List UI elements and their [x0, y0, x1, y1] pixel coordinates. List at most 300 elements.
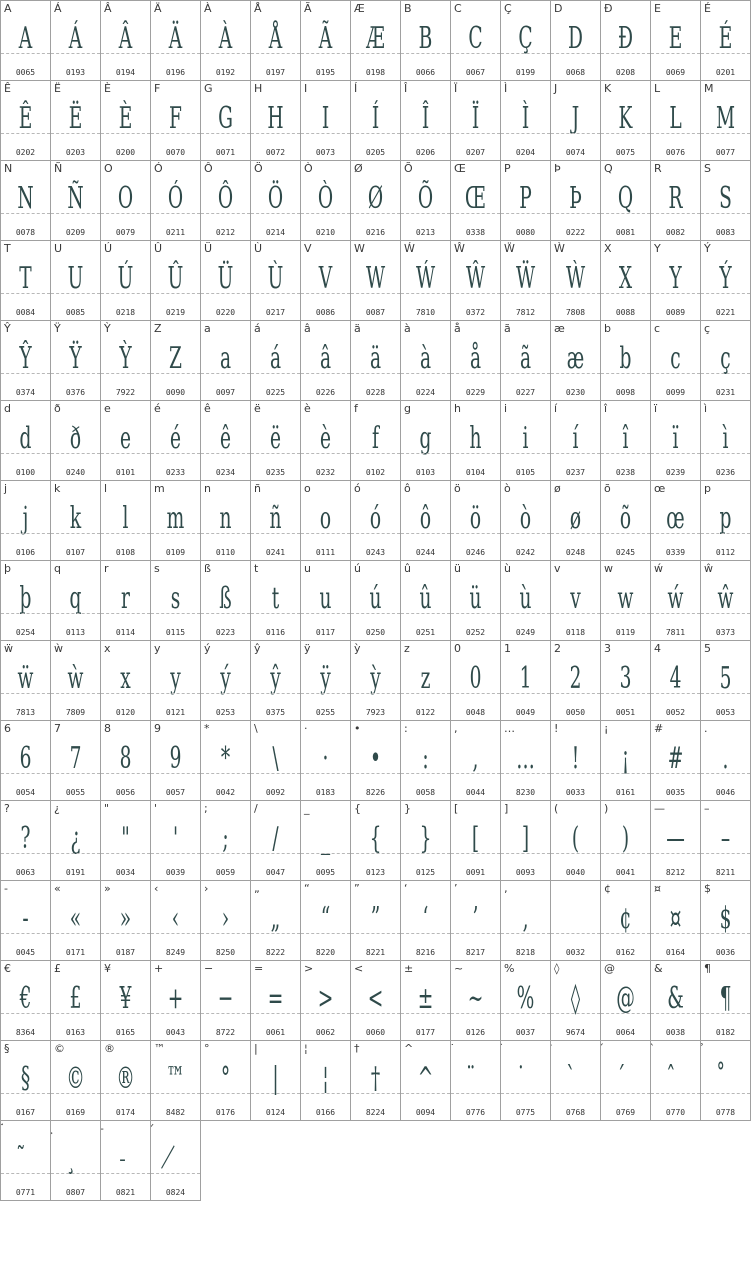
glyph-label: Ú — [104, 242, 113, 255]
glyph-label: ¿ — [54, 802, 60, 815]
baseline-divider — [301, 693, 350, 694]
glyph-cell — [501, 81, 551, 161]
glyph-cell — [1, 721, 51, 801]
baseline-divider — [401, 533, 450, 534]
glyph-sample: & — [667, 981, 684, 1016]
baseline-divider — [551, 453, 600, 454]
glyph-sample: Z — [169, 341, 182, 376]
glyph-label: $ — [704, 882, 711, 895]
glyph-label: “ — [304, 882, 310, 895]
glyph-code: 8221 — [365, 948, 386, 957]
glyph-cell — [501, 401, 551, 481]
glyph-sample: § — [20, 1061, 31, 1096]
baseline-divider — [501, 933, 550, 934]
baseline-divider — [401, 853, 450, 854]
baseline-divider — [151, 453, 200, 454]
glyph-cell — [301, 721, 351, 801]
glyph-cell — [701, 321, 751, 401]
glyph-label: ; — [204, 802, 208, 815]
baseline-divider — [601, 1093, 650, 1094]
glyph-label: s — [154, 562, 160, 575]
glyph-label: Ẅ — [504, 242, 515, 255]
glyph-cell — [251, 801, 301, 881]
glyph-sample: K — [618, 101, 633, 136]
glyph-cell — [551, 401, 601, 481]
glyph-sample: Ô — [217, 181, 234, 216]
glyph-cell — [651, 1041, 701, 1121]
glyph-cell — [351, 1041, 401, 1121]
glyph-sample: Â — [118, 21, 133, 56]
glyph-code: 0090 — [165, 388, 186, 397]
baseline-divider — [351, 293, 400, 294]
baseline-divider — [551, 533, 600, 534]
glyph-cell — [601, 641, 651, 721]
glyph-code: 0114 — [115, 628, 136, 637]
glyph-sample: − — [217, 981, 234, 1016]
glyph-cell — [651, 161, 701, 241]
glyph-code: 0234 — [215, 468, 236, 477]
glyph-label: õ — [604, 482, 611, 495]
glyph-code: 0101 — [115, 468, 136, 477]
glyph-cell — [1, 801, 51, 881]
glyph-cell — [601, 161, 651, 241]
glyph-label: } — [404, 802, 411, 815]
glyph-cell — [651, 401, 701, 481]
glyph-code: 0070 — [165, 148, 186, 157]
glyph-sample: F — [169, 101, 182, 136]
baseline-divider — [701, 613, 750, 614]
glyph-label: d — [4, 402, 11, 415]
glyph-code: 0164 — [665, 948, 686, 957]
baseline-divider — [651, 53, 700, 54]
glyph-label: ‘ — [404, 882, 408, 895]
glyph-code: 0199 — [515, 68, 536, 77]
glyph-label: * — [204, 722, 210, 735]
glyph-label: Ẃ — [404, 242, 415, 255]
glyph-sample: C — [468, 21, 483, 56]
glyph-code: 0200 — [115, 148, 136, 157]
glyph-code: 0066 — [415, 68, 436, 77]
glyph-label: î — [604, 402, 608, 415]
glyph-code: 0235 — [265, 468, 286, 477]
glyph-label: Ü — [204, 242, 213, 255]
glyph-label: Ŵ — [454, 242, 465, 255]
glyph-cell — [1, 641, 51, 721]
glyph-sample: ) — [621, 821, 630, 856]
glyph-sample: / — [272, 821, 279, 856]
glyph-label: > — [304, 962, 314, 975]
glyph-label: # — [654, 722, 664, 735]
baseline-divider — [201, 853, 250, 854]
glyph-code: 0197 — [265, 68, 286, 77]
baseline-divider — [251, 453, 300, 454]
baseline-divider — [451, 293, 500, 294]
glyph-label: r — [104, 562, 109, 575]
glyph-code: 0775 — [515, 1108, 536, 1117]
glyph-label: ỳ — [354, 642, 361, 655]
glyph-label: 2 — [554, 642, 561, 655]
baseline-divider — [51, 1013, 100, 1014]
baseline-divider — [401, 373, 450, 374]
glyph-code: 0124 — [265, 1108, 286, 1117]
glyph-label: á — [254, 322, 261, 335]
glyph-sample: Ò — [317, 181, 334, 216]
baseline-divider — [301, 373, 350, 374]
glyph-code: 8226 — [365, 788, 386, 797]
glyph-label: J — [554, 82, 558, 95]
glyph-label: … — [504, 722, 515, 735]
glyph-code: 0174 — [115, 1108, 136, 1117]
glyph-sample: ¶ — [719, 981, 732, 1016]
glyph-cell — [251, 641, 301, 721]
glyph-cell — [201, 81, 251, 161]
glyph-sample: " — [121, 821, 130, 856]
baseline-divider — [1, 373, 50, 374]
glyph-cell — [701, 561, 751, 641]
glyph-cell — [351, 561, 401, 641]
glyph-label: ◊ — [554, 962, 560, 975]
baseline-divider — [101, 1093, 150, 1094]
glyph-cell — [201, 241, 251, 321]
baseline-divider — [101, 213, 150, 214]
baseline-divider — [551, 693, 600, 694]
glyph-label: \ — [254, 722, 258, 735]
glyph-label: ¢ — [604, 882, 611, 895]
baseline-divider — [301, 853, 350, 854]
glyph-code: 0106 — [15, 548, 36, 557]
baseline-divider — [151, 373, 200, 374]
glyph-code: 0034 — [115, 868, 136, 877]
glyph-cell — [201, 1041, 251, 1121]
glyph-cell — [101, 961, 151, 1041]
glyph-sample: W — [365, 261, 386, 296]
glyph-sample: w — [617, 581, 634, 616]
glyph-cell — [451, 161, 501, 241]
glyph-code: 0194 — [115, 68, 136, 77]
glyph-cell — [1, 881, 51, 961]
baseline-divider — [601, 1013, 650, 1014]
glyph-code: 0074 — [565, 148, 586, 157]
glyph-sample: › — [221, 901, 230, 936]
glyph-cell — [451, 641, 501, 721]
glyph-code: 0195 — [315, 68, 336, 77]
glyph-cell — [451, 1, 501, 81]
baseline-divider — [551, 213, 600, 214]
glyph-cell — [251, 721, 301, 801]
glyph-label: P — [504, 162, 511, 175]
glyph-cell — [151, 241, 201, 321]
glyph-sample: ! — [571, 741, 580, 776]
glyph-cell — [51, 881, 101, 961]
glyph-label: o — [304, 482, 311, 495]
glyph-label: ¶ — [704, 962, 711, 975]
baseline-divider — [701, 773, 750, 774]
glyph-sample: õ — [619, 501, 632, 536]
glyph-code: 8250 — [215, 948, 236, 957]
glyph-cell — [451, 241, 501, 321]
baseline-divider — [101, 53, 150, 54]
glyph-sample: ï — [672, 421, 679, 456]
glyph-label: Ø — [354, 162, 363, 175]
glyph-sample: é — [169, 421, 182, 456]
glyph-label: ( — [554, 802, 559, 815]
glyph-code: 0198 — [365, 68, 386, 77]
glyph-cell — [401, 961, 451, 1041]
glyph-sample: ? — [20, 821, 31, 856]
glyph-cell — [201, 1, 251, 81]
glyph-sample: z — [420, 661, 431, 696]
baseline-divider — [201, 1093, 250, 1094]
baseline-divider — [51, 853, 100, 854]
glyph-sample: n — [219, 501, 232, 536]
glyph-label: › — [204, 882, 209, 895]
glyph-sample: ô — [419, 501, 432, 536]
glyph-sample: œ — [666, 501, 685, 536]
baseline-divider — [501, 133, 550, 134]
glyph-code: 7811 — [665, 628, 686, 637]
glyph-label: j — [4, 482, 8, 495]
glyph-label: Ï — [454, 82, 458, 95]
glyph-cell — [451, 721, 501, 801]
baseline-divider — [701, 1013, 750, 1014]
glyph-cell — [301, 161, 351, 241]
glyph-sample: À — [218, 21, 233, 56]
glyph-sample: M — [715, 101, 736, 136]
glyph-code: 0039 — [165, 868, 186, 877]
baseline-divider — [651, 373, 700, 374]
baseline-divider — [301, 773, 350, 774]
glyph-label: Đ — [604, 2, 613, 15]
glyph-sample: ¤ — [669, 901, 682, 936]
glyph-code: 8364 — [15, 1028, 36, 1037]
glyph-code: 0177 — [415, 1028, 436, 1037]
baseline-divider — [701, 533, 750, 534]
glyph-cell — [551, 481, 601, 561]
glyph-label: Ŷ — [4, 322, 11, 335]
glyph-cell — [201, 401, 251, 481]
glyph-code: 0125 — [415, 868, 436, 877]
glyph-label: / — [254, 802, 258, 815]
glyph-cell — [451, 481, 501, 561]
glyph-cell — [251, 481, 301, 561]
glyph-cell — [651, 321, 701, 401]
glyph-sample: [ — [471, 821, 480, 856]
glyph-cell — [251, 1, 301, 81]
glyph-label: Å — [254, 2, 262, 15]
baseline-divider — [301, 133, 350, 134]
glyph-cell — [551, 561, 601, 641]
glyph-code: 0078 — [15, 228, 36, 237]
glyph-label: m — [154, 482, 165, 495]
glyph-sample: u — [319, 581, 332, 616]
glyph-code: 7922 — [115, 388, 136, 397]
glyph-sample: : — [422, 741, 429, 776]
glyph-cell — [151, 881, 201, 961]
baseline-divider — [651, 773, 700, 774]
glyph-sample: « — [69, 901, 82, 936]
glyph-code: 0254 — [15, 628, 36, 637]
glyph-code: 0241 — [265, 548, 286, 557]
baseline-divider — [1, 773, 50, 774]
glyph-sample: þ — [19, 581, 32, 616]
glyph-code: 0233 — [165, 468, 186, 477]
glyph-sample: % — [516, 981, 535, 1016]
glyph-label: 5 — [704, 642, 711, 655]
glyph-sample: · — [322, 741, 329, 776]
glyph-sample: > — [317, 981, 334, 1016]
baseline-divider — [551, 53, 600, 54]
baseline-divider — [51, 533, 100, 534]
glyph-label: Ñ — [54, 162, 63, 175]
glyph-sample: ¡ — [621, 741, 630, 776]
glyph-label: Œ — [454, 162, 466, 175]
glyph-cell — [651, 81, 701, 161]
baseline-divider — [501, 1013, 550, 1014]
baseline-divider — [601, 533, 650, 534]
glyph-label: ‚ — [504, 882, 508, 895]
baseline-divider — [451, 53, 500, 54]
glyph-sample: Ø — [367, 181, 384, 216]
baseline-divider — [501, 293, 550, 294]
glyph-sample: | — [272, 1061, 279, 1096]
glyph-code: 0250 — [365, 628, 386, 637]
glyph-label: 4 — [654, 642, 661, 655]
glyph-sample: † — [370, 1061, 381, 1096]
glyph-cell — [701, 961, 751, 1041]
glyph-sample: ý — [220, 661, 231, 696]
glyph-label: • — [354, 722, 361, 735]
glyph-cell — [101, 561, 151, 641]
glyph-code: 0094 — [415, 1108, 436, 1117]
glyph-cell — [601, 881, 651, 961]
baseline-divider — [251, 1013, 300, 1014]
glyph-sample: ì — [722, 421, 729, 456]
glyph-cell — [251, 401, 301, 481]
glyph-code: 0255 — [315, 708, 336, 717]
glyph-cell — [1, 1121, 51, 1201]
glyph-cell — [401, 161, 451, 241]
glyph-sample: Í — [371, 101, 380, 136]
glyph-code: 0373 — [715, 628, 736, 637]
glyph-cell — [651, 961, 701, 1041]
glyph-sample: e — [119, 421, 132, 456]
glyph-label: x — [104, 642, 111, 655]
baseline-divider — [351, 213, 400, 214]
glyph-code: 0049 — [515, 708, 536, 717]
glyph-sample: Ö — [267, 181, 284, 216]
glyph-cell — [101, 241, 151, 321]
glyph-label: T — [4, 242, 11, 255]
glyph-label: V — [304, 242, 312, 255]
glyph-code: 0193 — [65, 68, 86, 77]
baseline-divider — [601, 213, 650, 214]
glyph-sample: û — [419, 581, 432, 616]
glyph-cell — [601, 401, 651, 481]
glyph-label: ò — [504, 482, 511, 495]
glyph-cell — [351, 881, 401, 961]
glyph-label: Õ — [404, 162, 413, 175]
glyph-sample: Ë — [68, 101, 83, 136]
glyph-code: 0205 — [365, 148, 386, 157]
glyph-code: 0209 — [65, 228, 86, 237]
baseline-divider — [151, 693, 200, 694]
glyph-label: { — [354, 802, 361, 815]
glyph-code: 8722 — [215, 1028, 236, 1037]
glyph-cell — [101, 801, 151, 881]
baseline-divider — [651, 853, 700, 854]
glyph-label: · — [304, 722, 308, 735]
glyph-sample: ± — [417, 981, 434, 1016]
glyph-sample: ÿ — [320, 661, 331, 696]
baseline-divider — [651, 133, 700, 134]
baseline-divider — [351, 613, 400, 614]
glyph-label: ö — [454, 482, 461, 495]
glyph-sample: E — [668, 21, 683, 56]
glyph-label: _ — [304, 802, 310, 815]
glyph-code: 0191 — [65, 868, 86, 877]
glyph-label: v — [554, 562, 561, 575]
glyph-code: 0231 — [715, 388, 736, 397]
glyph-cell — [701, 801, 751, 881]
glyph-label: û — [404, 562, 411, 575]
glyph-code: 0776 — [465, 1108, 486, 1117]
glyph-label: ÿ — [304, 642, 311, 655]
glyph-label: ø — [554, 482, 561, 495]
glyph-label: A — [4, 2, 12, 15]
baseline-divider — [301, 1093, 350, 1094]
baseline-divider — [51, 1093, 100, 1094]
glyph-sample: 7 — [69, 741, 82, 776]
glyph-sample: ẃ — [667, 581, 684, 616]
glyph-code: 0374 — [15, 388, 36, 397]
glyph-cell — [701, 881, 751, 961]
glyph-label: 7 — [54, 722, 61, 735]
glyph-code: 0236 — [715, 468, 736, 477]
baseline-divider — [651, 453, 700, 454]
glyph-code: 0240 — [65, 468, 86, 477]
glyph-sample: U — [67, 261, 84, 296]
glyph-sample: ù — [519, 581, 532, 616]
glyph-cell — [551, 721, 601, 801]
glyph-cell — [201, 321, 251, 401]
glyph-sample: Æ — [366, 21, 385, 56]
glyph-cell — [401, 561, 451, 641]
glyph-cell — [251, 161, 301, 241]
glyph-sample: 8 — [119, 741, 132, 776]
glyph-cell — [501, 1, 551, 81]
baseline-divider — [301, 533, 350, 534]
glyph-cell — [401, 721, 451, 801]
baseline-divider — [251, 773, 300, 774]
baseline-divider — [101, 853, 150, 854]
baseline-divider — [551, 133, 600, 134]
glyph-cell — [451, 81, 501, 161]
glyph-sample: ® — [116, 1061, 135, 1096]
glyph-sample: l — [122, 501, 129, 536]
glyph-sample: Å — [268, 21, 283, 56]
glyph-cell — [451, 401, 501, 481]
baseline-divider — [451, 1013, 500, 1014]
baseline-divider — [51, 213, 100, 214]
baseline-divider — [451, 213, 500, 214]
glyph-code: 0244 — [415, 548, 436, 557]
glyph-label: ŵ — [704, 562, 713, 575]
glyph-label: l — [104, 482, 108, 495]
glyph-code: 0098 — [615, 388, 636, 397]
glyph-code: 0120 — [115, 708, 136, 717]
glyph-cell — [151, 961, 201, 1041]
glyph-cell — [1, 161, 51, 241]
